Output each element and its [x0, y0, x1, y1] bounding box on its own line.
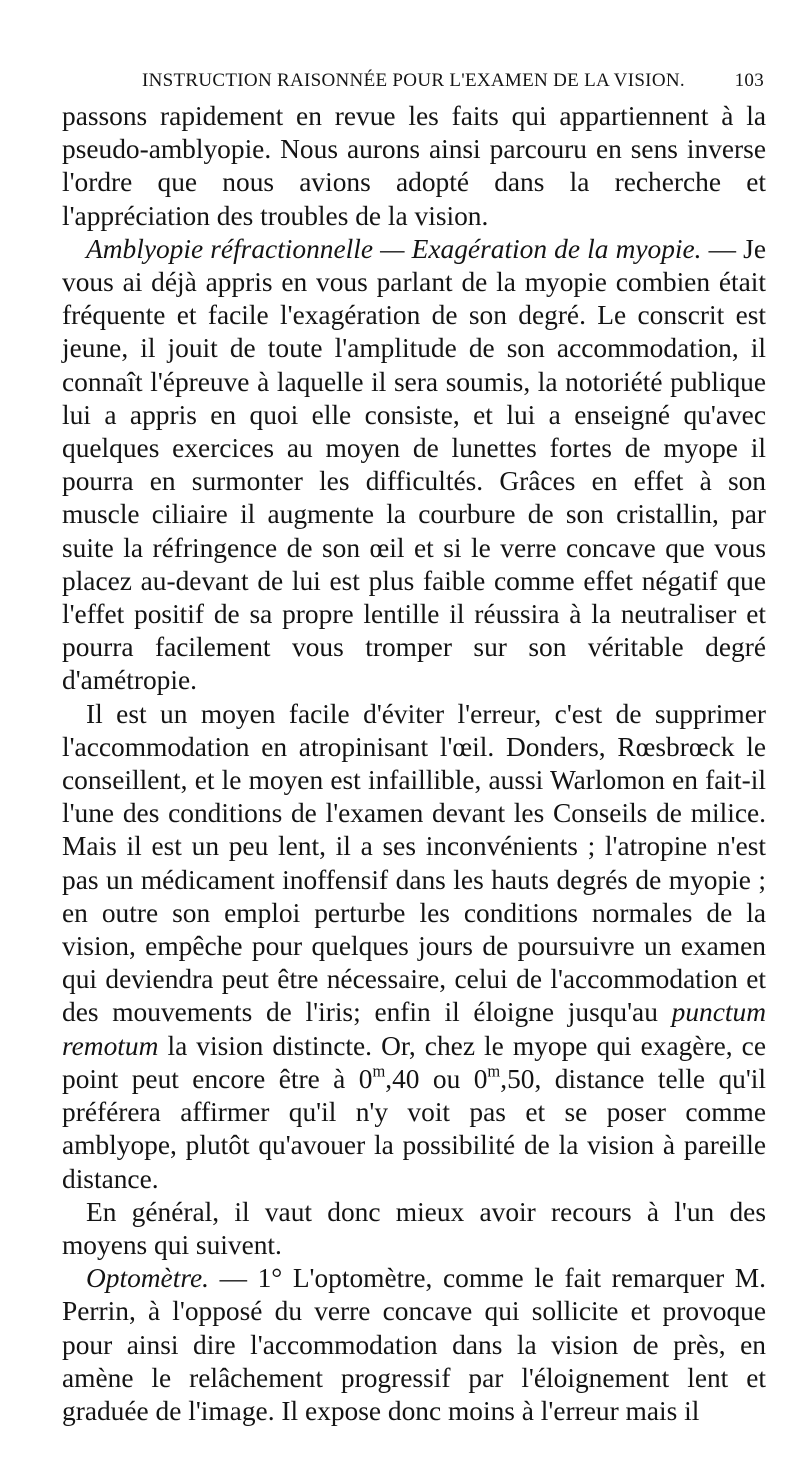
- paragraph-optometre: [62, 1262, 766, 1428]
- running-header: [62, 70, 766, 92]
- section-heading-amblyopie: Amblyopie réfractionnelle — Exagération de la myopie.: [86, 233, 702, 264]
- paragraph-atropine: [62, 698, 766, 1196]
- body-text: [62, 100, 766, 1428]
- meter-superscript-2: m: [487, 1061, 501, 1081]
- atropine-text-b: la vision distincte. Or, chez le myope qui exagère, ce point peut encore être à 0: [62, 1030, 766, 1094]
- page-number: 103: [734, 70, 764, 91]
- atropine-text-a: Il est un moyen facile d'éviter l'erreur, c'est de supprimer l'accommodation en atropinisant l'œil. Donders, Rœsbrœck le conseillent, et le moyen est infaillible, aussi Warlomon en fait-il l'une des conditions de l'examen devant les Conseils de milice. Mais il est un peu lent, il a ses inconvénients ; l'atropine n'est pas un médicament inoffensif dans les hauts degrés de myopie ; en outre son emploi perturbe les conditions normales de la vision, empêche pour quelques jours de poursuivre un examen qui deviendra peut être nécessaire, celui de l'accommodation et des mouvements de l'iris; enfin il éloigne jusqu'au: [62, 698, 766, 1028]
- atropine-text-d: ,50, distance telle qu'il préférera affirmer qu'il n'y voit pas et se poser comme amblyope, plutôt qu'avouer la possibilité de la vision à pareille distance.: [62, 1063, 766, 1194]
- atropine-text-c: ,40 ou 0: [385, 1063, 488, 1094]
- paragraph-amblyopie-text: — Je vous ai déjà appris en vous parlant de la myopie combien était fréquente et facile l'exagération de son degré. Le conscrit est jeune, il jouit de toute l'amplitude de son accommodation, il connaît l'épreuve à laquelle il sera soumis, la notoriété publique lui a appris en quoi elle consiste, et lui a enseigné qu'avec quelques exercices au moyen de lunettes fortes de myope il pourra en surmonter les difficultés. Grâces en effet à son muscle ciliaire il augmente la courbure de son cristallin, par suite la réfringence de son œil et si le verre concave que vous placez au-devant de lui est plus faible comme effet négatif que l'effet positif de sa propre lentille il réussira à la neutraliser et pourra facilement vous tromper sur son véritable degré d'amétropie.: [62, 233, 766, 696]
- paragraph-optometre-text: — 1° L'optomètre, comme le fait remarquer M. Perrin, à l'opposé du verre concave qui sollicite et provoque pour ainsi dire l'accommodation dans la vision de près, en amène le relâchement progressif par l'éloignement lent et graduée de l'image. Il expose donc moins à l'erreur mais il: [62, 1263, 766, 1426]
- punctum-remotum-term: punctum remotum: [62, 997, 766, 1061]
- running-title: INSTRUCTION RAISONNÉE POUR L'EXAMEN DE LA VISION.: [142, 70, 685, 91]
- paragraph-intro: passons rapidement en revue les faits qui appartiennent à la pseudo-amblyopie. Nous aurons ainsi parcouru en sens inverse l'ordre que nous avions adopté dans la recherche et l'appréciation des troubles de la vision.: [62, 101, 766, 231]
- section-heading-optometre: Optomètre.: [86, 1263, 209, 1294]
- book-page: [62, 70, 766, 1428]
- paragraph-general: En général, il vaut donc mieux avoir recours à l'un des moyens qui suivent.: [62, 1196, 766, 1260]
- meter-superscript-1: m: [372, 1061, 386, 1081]
- paragraph-amblyopie: [62, 233, 766, 698]
